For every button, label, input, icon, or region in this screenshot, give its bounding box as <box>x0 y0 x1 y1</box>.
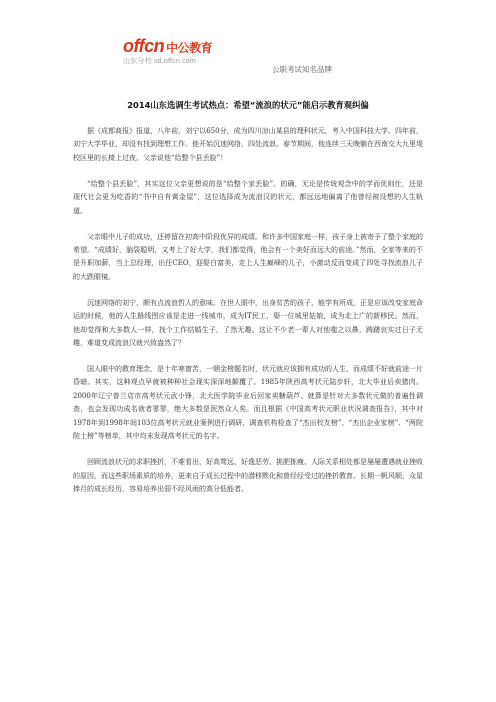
paragraph: 回顾流浪状元的求职挫折，不难看出，好高骛远、好逸恶劳、挑肥拣瘦、人际关系相处都是屡屡遭遇就业挫败的原因，而这些职场素质的培养，更来自于成长过程中的潜移默化和曾经经受过的挫折教育。长期一帆风顺，众星捧月的成长经历，容易培养出弱不经风雨的高分低能者。 <box>73 458 423 493</box>
paragraph: 国人眼中的教育理念，是十年寒窗苦，一朝金榜题名时，状元就应该拥有成功的人生，而成绩不好就前途一片昏暗。其实，这种观点早就被种种社会现实深深地颠覆了。1985年陕西高考状元陆步轩，北大毕业后卖猪肉。2000年辽宁普兰店市高考状元武小锋，北大医学院毕业后回家卖糖葫芦。就算是针对大多数状元做的普遍性调查，也会发现功成名就者寥寥，绝大多数是泯然众人矣。而且根据《中国高考状元职业状况调查报告》，其中对1978年到1998年间103位高考状元就业案例进行调研，调查机构检查了“杰出校友榜”、“杰出企业家榜”、“两院院士榜”等榜单，其中均未发现高考状元的名字。 <box>73 365 423 441</box>
logo-text: offcn <box>123 36 165 56</box>
logo-wordmark <box>123 36 212 57</box>
paragraph: “给整个县丢脸”，其实这位父亲更想说的是“给整个家丢脸”。的确，无论是传统观念中的学而优则仕，还是现代社会更为吃香的“书中自有黄金屋”，这位选择成为流浪汉的状元，都远远地偏离了他曾经被设想的人生轨道。 <box>73 179 423 215</box>
logo-cn: 中公教育 <box>166 41 213 55</box>
paragraph: 父亲眼中儿子的成功，还停留在初高中阶段优异的成绩。和许多中国家庭一样，孩子身上被寄予了整个家庭的希望。“成绩好，脑袋聪明，又考上了好大学，我们都觉得，他会有一个美好而远大的前途。”然而，全家等来的不是升职加薪，当上总经理，出任CEO，迎娶白富美，走上人生巅峰的儿子，小激动反而变成了四处寻找流浪儿子的大跌眼镜。 <box>73 232 423 281</box>
article-body <box>73 125 423 509</box>
page-header <box>0 0 496 90</box>
offcn-logo <box>123 36 212 66</box>
paragraph: 据《成都商报》报道，八年前，刘宁以650分，成为四川凉山某县的理科状元，考入中国科技大学。四年前，刘宁大学毕业，却没有找到理想工作。他开始沉迷网络，四处流浪。春节期间，他连续三天晚躺在西南交大九里堤校区里的长椅上过夜。父亲说他“给整个县丢脸”！ <box>73 127 423 162</box>
paragraph: 沉迷网络的刘宁，颇有点流浪哲人的意味。在世人眼中，出身贫苦的孩子，能学有所成，正是应该改变家庭命运的时候，他的人生路线图应该是走进一线城市，成为IT民工，娶一位城里姑娘，成为北上广的新移民。然而，他却觉得和大多数人一样，找个工作结婚生子，了然无趣。这让不少老一辈人对他嗤之以鼻，踌躇哀实过日子无趣，难道变成流浪汉就兴致盎然了？ <box>73 298 423 348</box>
logo-subtitle: 山东分校 sd.offcn.com <box>123 58 196 65</box>
article-title: 2014山东选调生考试热点：希望“流浪的状元”能启示教育观纠偏 <box>127 100 369 110</box>
header-tagline: 公职考试知名品牌 <box>272 65 332 74</box>
